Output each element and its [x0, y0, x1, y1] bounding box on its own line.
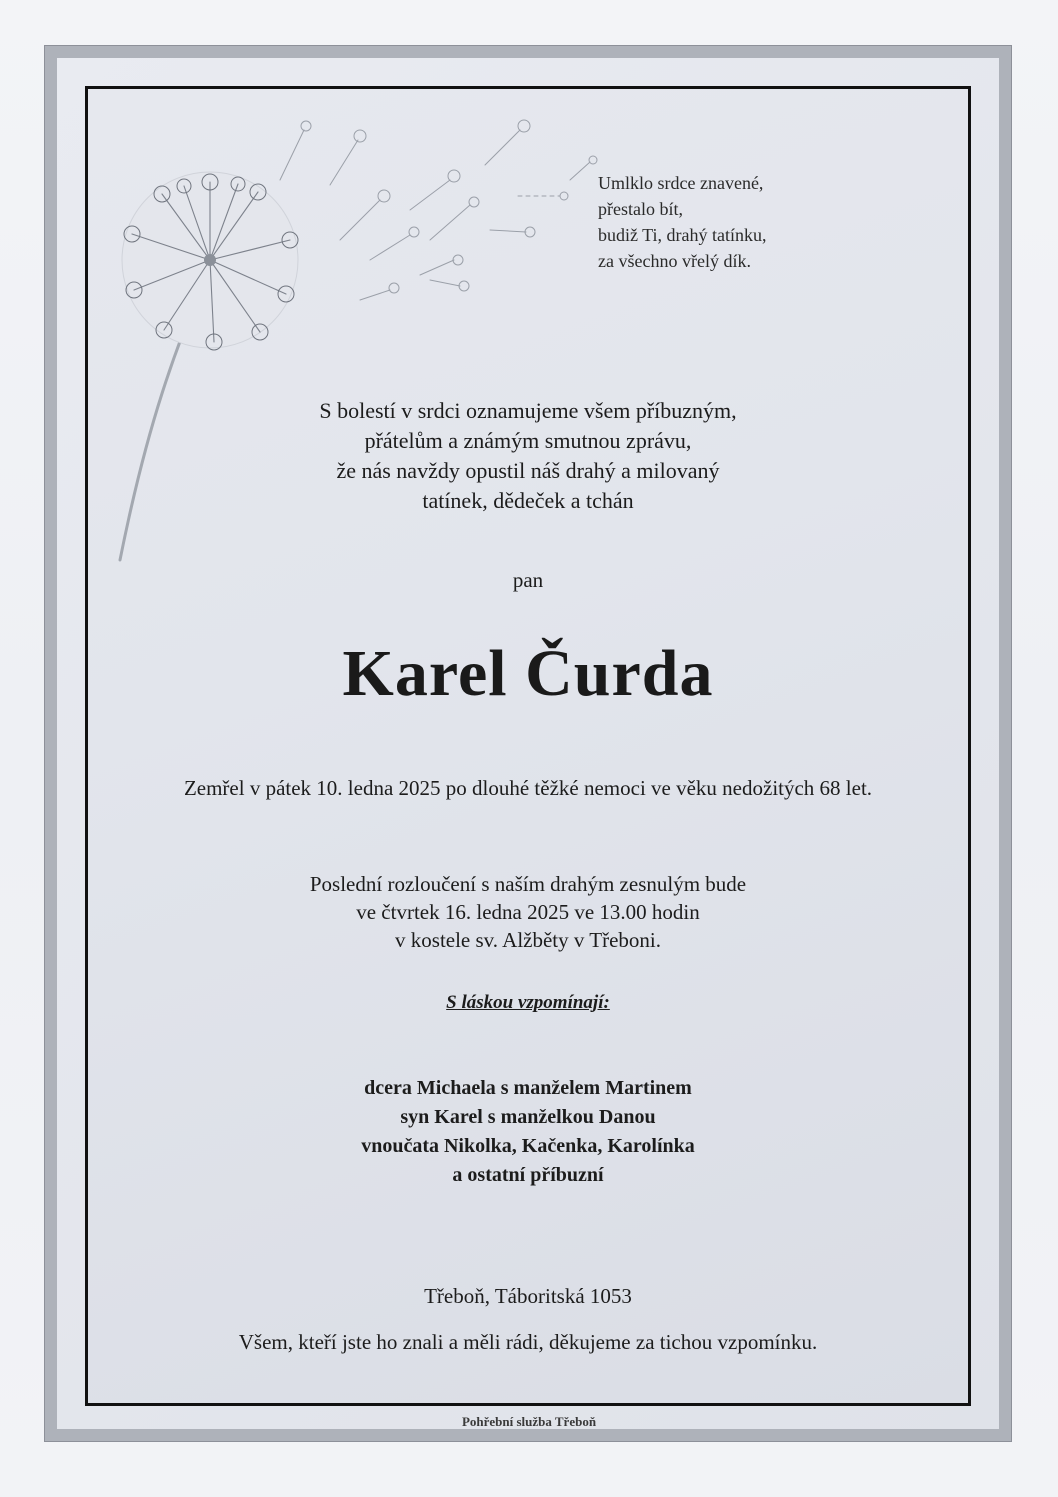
- announcement-line: přátelům a známým smutnou zprávu,: [364, 428, 692, 453]
- announcement: [90, 396, 966, 516]
- verse: [598, 170, 898, 274]
- announcement-line: že nás navždy opustil náš drahý a milovaný: [336, 458, 720, 483]
- footer-strip: [58, 1411, 1000, 1433]
- thanks-line: Všem, kteří jste ho znali a měli rádi, děkujeme za tichou vzpomínku.: [238, 1330, 818, 1354]
- farewell-info: [90, 870, 966, 954]
- farewell-line: Poslední rozloučení s naším drahým zesnulým bude: [309, 872, 747, 896]
- mourner-line: syn Karel s manželkou Danou: [400, 1106, 656, 1128]
- verse-line: za všechno vřelý dík.: [598, 251, 751, 271]
- love-heading: S láskou vzpomínají:: [446, 992, 610, 1013]
- verse-line: přestalo bít,: [598, 199, 683, 219]
- verse-line: Umlklo srdce znavené,: [598, 173, 764, 193]
- mourner-line: a ostatní příbuzní: [452, 1164, 604, 1186]
- death-notice: Zemřel v pátek 10. ledna 2025 po dlouhé těžké nemoci ve věku nedožitých 68 let.: [183, 776, 873, 800]
- announcement-line: tatínek, dědeček a tchán: [422, 488, 634, 513]
- verse-line: budiž Ti, drahý tatínku,: [598, 225, 767, 245]
- honorific: pan: [512, 568, 544, 592]
- deceased-name: Karel Čurda: [342, 637, 714, 710]
- farewell-line: ve čtvrtek 16. ledna 2025 ve 13.00 hodin: [356, 900, 700, 924]
- funeral-service-label: Pohřební služba Třeboň: [461, 1414, 597, 1429]
- announcement-line: S bolestí v srdci oznamujeme všem příbuzným,: [319, 398, 737, 423]
- mourners-list: [90, 1074, 966, 1190]
- mourner-line: vnoučata Nikolka, Kačenka, Karolínka: [361, 1135, 695, 1157]
- address: Třeboň, Táboritská 1053: [424, 1284, 632, 1308]
- farewell-line: v kostele sv. Alžběty v Třeboni.: [395, 928, 661, 952]
- mourner-line: dcera Michaela s manželem Martinem: [364, 1077, 692, 1099]
